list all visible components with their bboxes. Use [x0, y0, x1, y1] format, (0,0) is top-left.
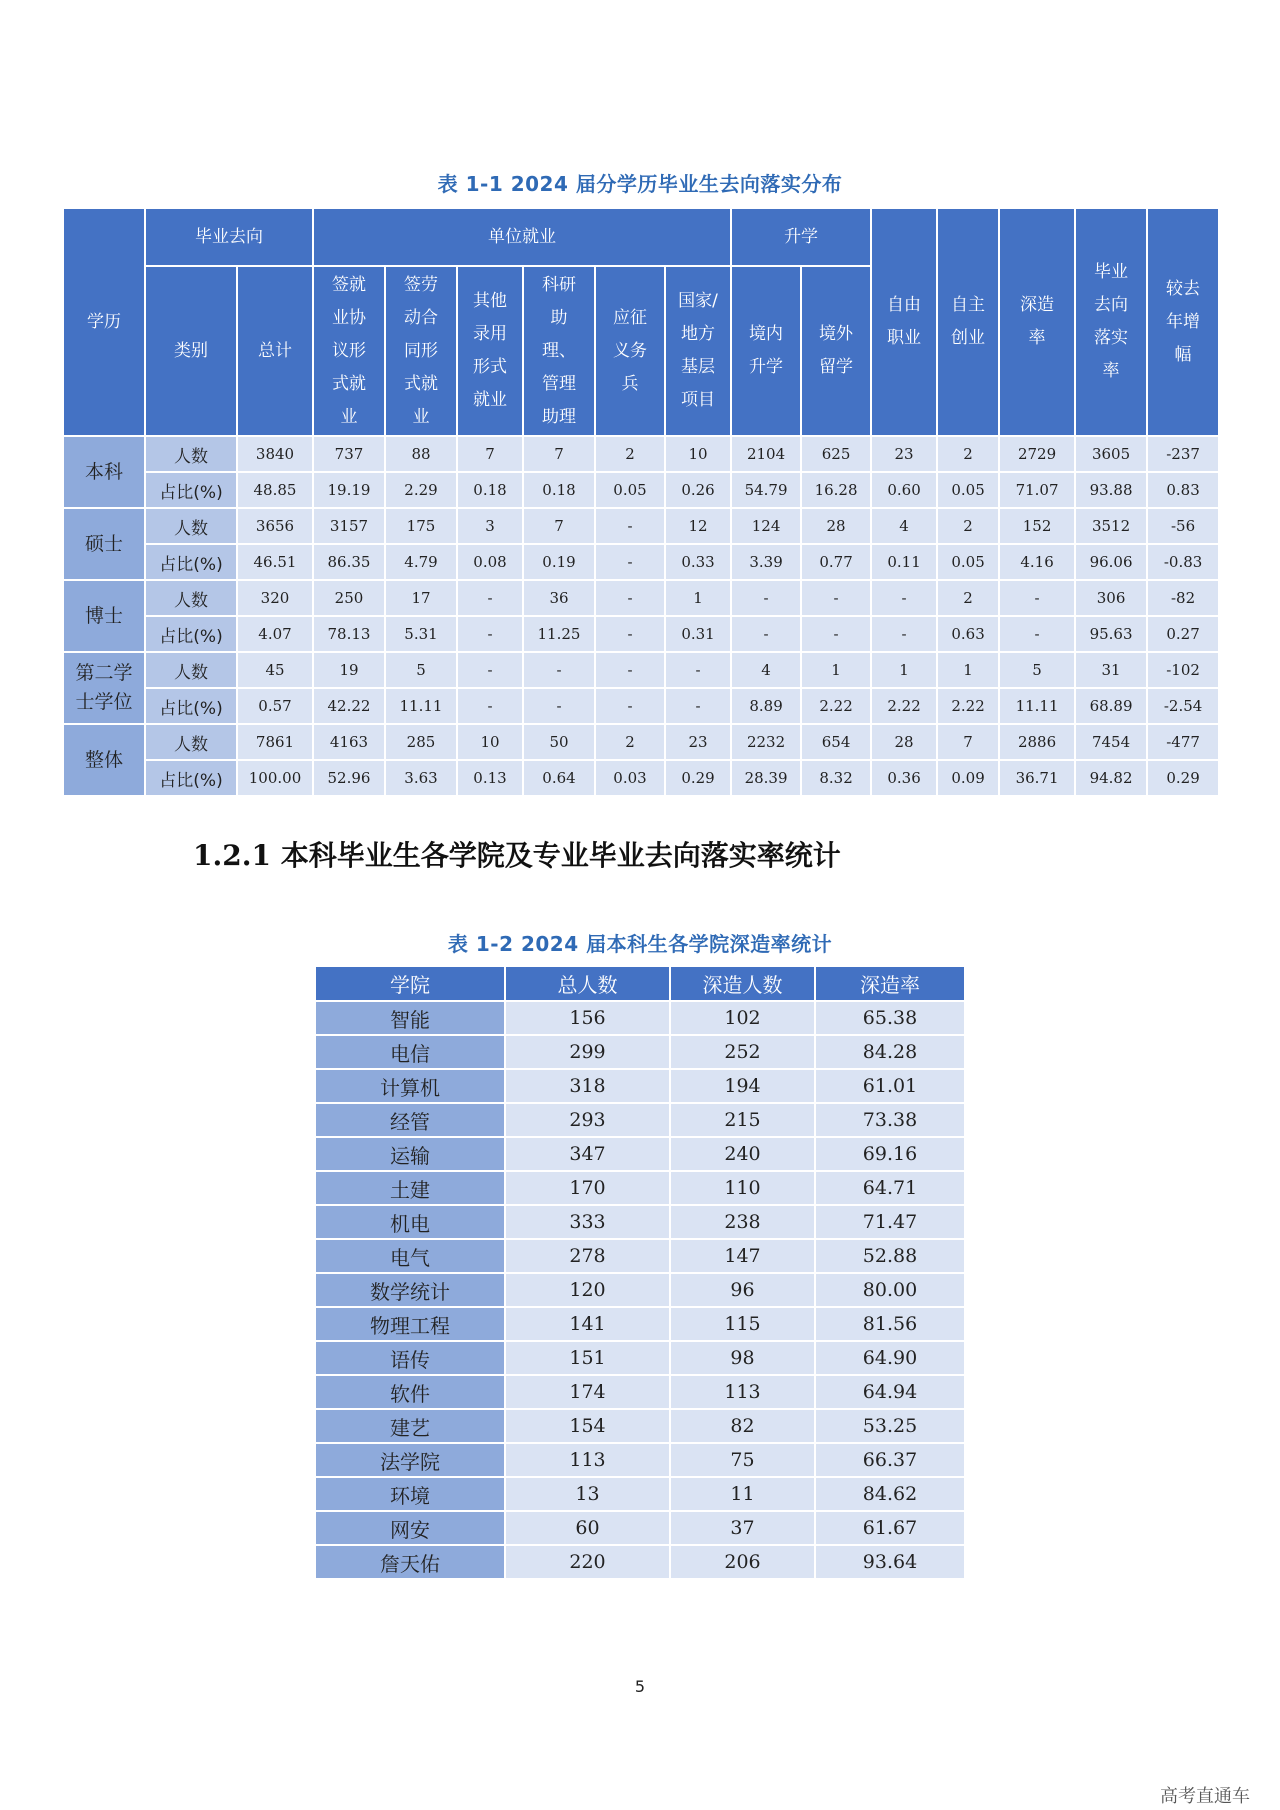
value-cell: 78.13: [313, 616, 385, 652]
education-level-cell: 本科: [63, 436, 145, 508]
value-cell: 102: [670, 1001, 815, 1035]
value-cell: 36: [523, 580, 595, 616]
value-cell: 60: [505, 1511, 670, 1545]
value-cell: 737: [313, 436, 385, 472]
graduate-destination-table: [62, 207, 1220, 797]
value-cell: 220: [505, 1545, 670, 1579]
value-cell: 0.08: [457, 544, 523, 580]
value-cell: 0.18: [523, 472, 595, 508]
value-cell: -: [801, 616, 871, 652]
value-cell: 50: [523, 724, 595, 760]
value-cell: 2.22: [937, 688, 999, 724]
value-cell: 156: [505, 1001, 670, 1035]
value-cell: 7: [523, 508, 595, 544]
header-shenzao-lv: 深造率: [815, 966, 965, 1001]
value-cell: 194: [670, 1069, 815, 1103]
value-cell: 147: [670, 1239, 815, 1273]
value-cell: 293: [505, 1103, 670, 1137]
value-cell: -: [595, 580, 665, 616]
value-cell: 175: [385, 508, 457, 544]
header-danwei-jiuye: 单位就业: [313, 208, 731, 266]
value-cell: -82: [1147, 580, 1219, 616]
value-cell: -: [457, 688, 523, 724]
college-name-cell: 经管: [315, 1103, 505, 1137]
table-row: [315, 1035, 965, 1069]
value-cell: 5.31: [385, 616, 457, 652]
table-row: [315, 1171, 965, 1205]
value-cell: 0.18: [457, 472, 523, 508]
college-name-cell: 智能: [315, 1001, 505, 1035]
value-cell: 120: [505, 1273, 670, 1307]
value-cell: 0.31: [665, 616, 731, 652]
value-cell: 100.00: [237, 760, 313, 796]
value-cell: -237: [1147, 436, 1219, 472]
value-cell: -: [999, 616, 1075, 652]
value-cell: 96: [670, 1273, 815, 1307]
college-name-cell: 电信: [315, 1035, 505, 1069]
table-row: [315, 1137, 965, 1171]
value-cell: 36.71: [999, 760, 1075, 796]
metric-cell: 占比(%): [145, 544, 237, 580]
value-cell: 2: [595, 436, 665, 472]
college-name-cell: 软件: [315, 1375, 505, 1409]
value-cell: 48.85: [237, 472, 313, 508]
value-cell: 0.77: [801, 544, 871, 580]
college-name-cell: 土建: [315, 1171, 505, 1205]
table-row: [63, 616, 1219, 652]
table-row: [63, 760, 1219, 796]
value-cell: -: [457, 580, 523, 616]
header-jiceng-xiangmu: 国家/地方基层项目: [665, 266, 731, 436]
table-row: [63, 472, 1219, 508]
value-cell: 333: [505, 1205, 670, 1239]
value-cell: 54.79: [731, 472, 801, 508]
watermark: 高考直通车: [1160, 1786, 1250, 1807]
page-number: 5: [634, 1677, 646, 1696]
value-cell: 65.38: [815, 1001, 965, 1035]
value-cell: 238: [670, 1205, 815, 1239]
value-cell: 53.25: [815, 1409, 965, 1443]
value-cell: 2104: [731, 436, 801, 472]
value-cell: 0.29: [665, 760, 731, 796]
value-cell: 0.64: [523, 760, 595, 796]
table-row: [315, 1001, 965, 1035]
value-cell: 654: [801, 724, 871, 760]
value-cell: 110: [670, 1171, 815, 1205]
college-further-study-table: [314, 965, 966, 1580]
header-zongji: 总计: [237, 266, 313, 436]
value-cell: 3.39: [731, 544, 801, 580]
table-row: [315, 1307, 965, 1341]
value-cell: 0.29: [1147, 760, 1219, 796]
value-cell: 10: [665, 436, 731, 472]
value-cell: 61.67: [815, 1511, 965, 1545]
value-cell: 71.47: [815, 1205, 965, 1239]
value-cell: 206: [670, 1545, 815, 1579]
metric-cell: 占比(%): [145, 760, 237, 796]
value-cell: 3512: [1075, 508, 1147, 544]
value-cell: 124: [731, 508, 801, 544]
value-cell: -: [595, 508, 665, 544]
value-cell: 84.28: [815, 1035, 965, 1069]
value-cell: 0.60: [871, 472, 937, 508]
section-heading: 1.2.1 本科毕业生各学院及专业毕业去向落实率统计: [193, 839, 841, 872]
value-cell: 0.36: [871, 760, 937, 796]
value-cell: 61.01: [815, 1069, 965, 1103]
value-cell: 45: [237, 652, 313, 688]
value-cell: 2: [937, 508, 999, 544]
college-name-cell: 环境: [315, 1477, 505, 1511]
value-cell: 28: [801, 508, 871, 544]
value-cell: 141: [505, 1307, 670, 1341]
value-cell: 98: [670, 1341, 815, 1375]
value-cell: 347: [505, 1137, 670, 1171]
table1-caption: 表 1-1 2024 届分学历毕业生去向落实分布: [437, 172, 843, 196]
value-cell: 2232: [731, 724, 801, 760]
value-cell: 3: [457, 508, 523, 544]
value-cell: 154: [505, 1409, 670, 1443]
value-cell: 2: [937, 580, 999, 616]
header-luoshi-lv: 毕业去向落实率: [1075, 208, 1147, 436]
value-cell: 68.89: [1075, 688, 1147, 724]
value-cell: 10: [457, 724, 523, 760]
college-name-cell: 物理工程: [315, 1307, 505, 1341]
value-cell: 96.06: [1075, 544, 1147, 580]
value-cell: 3840: [237, 436, 313, 472]
header-biye-quxiang: 毕业去向: [145, 208, 313, 266]
value-cell: 7861: [237, 724, 313, 760]
value-cell: 2: [595, 724, 665, 760]
table-row: [315, 1069, 965, 1103]
value-cell: 23: [665, 724, 731, 760]
table-row: [315, 1477, 965, 1511]
table-row: [63, 724, 1219, 760]
header-zizhu-chuangye: 自主创业: [937, 208, 999, 436]
value-cell: 7: [523, 436, 595, 472]
value-cell: -2.54: [1147, 688, 1219, 724]
value-cell: 82: [670, 1409, 815, 1443]
college-name-cell: 计算机: [315, 1069, 505, 1103]
value-cell: 71.07: [999, 472, 1075, 508]
value-cell: 52.96: [313, 760, 385, 796]
value-cell: 64.94: [815, 1375, 965, 1409]
value-cell: 250: [313, 580, 385, 616]
table-row: [63, 436, 1219, 472]
value-cell: 0.05: [595, 472, 665, 508]
value-cell: -: [457, 652, 523, 688]
value-cell: -: [523, 652, 595, 688]
education-level-cell: 整体: [63, 724, 145, 796]
value-cell: 7: [937, 724, 999, 760]
value-cell: 320: [237, 580, 313, 616]
metric-cell: 人数: [145, 652, 237, 688]
header-shenzao-renshu: 深造人数: [670, 966, 815, 1001]
value-cell: 94.82: [1075, 760, 1147, 796]
table-row: [315, 1409, 965, 1443]
value-cell: 7: [457, 436, 523, 472]
value-cell: 64.71: [815, 1171, 965, 1205]
value-cell: 2: [937, 436, 999, 472]
value-cell: 0.13: [457, 760, 523, 796]
table-row: [63, 544, 1219, 580]
value-cell: 1: [801, 652, 871, 688]
value-cell: 8.32: [801, 760, 871, 796]
college-name-cell: 詹天佑: [315, 1545, 505, 1579]
value-cell: -: [665, 652, 731, 688]
value-cell: 3.63: [385, 760, 457, 796]
value-cell: 0.63: [937, 616, 999, 652]
header-keyan-zhuli: 科研助理、管理助理: [523, 266, 595, 436]
value-cell: 113: [505, 1443, 670, 1477]
value-cell: -102: [1147, 652, 1219, 688]
value-cell: 0.19: [523, 544, 595, 580]
value-cell: -: [457, 616, 523, 652]
value-cell: 278: [505, 1239, 670, 1273]
metric-cell: 占比(%): [145, 472, 237, 508]
value-cell: 0.83: [1147, 472, 1219, 508]
value-cell: 306: [1075, 580, 1147, 616]
college-name-cell: 运输: [315, 1137, 505, 1171]
college-name-cell: 法学院: [315, 1443, 505, 1477]
value-cell: 152: [999, 508, 1075, 544]
value-cell: 0.26: [665, 472, 731, 508]
header-jingnei-shengxue: 境内升学: [731, 266, 801, 436]
value-cell: 0.57: [237, 688, 313, 724]
value-cell: 318: [505, 1069, 670, 1103]
header-xueyuan: 学院: [315, 966, 505, 1001]
value-cell: -: [595, 652, 665, 688]
value-cell: 3157: [313, 508, 385, 544]
value-cell: 64.90: [815, 1341, 965, 1375]
table-row: [315, 1239, 965, 1273]
value-cell: 17: [385, 580, 457, 616]
value-cell: 11.25: [523, 616, 595, 652]
value-cell: 2.29: [385, 472, 457, 508]
value-cell: -0.83: [1147, 544, 1219, 580]
value-cell: 84.62: [815, 1477, 965, 1511]
value-cell: -56: [1147, 508, 1219, 544]
table-row: [63, 652, 1219, 688]
value-cell: -477: [1147, 724, 1219, 760]
value-cell: 252: [670, 1035, 815, 1069]
value-cell: 11: [670, 1477, 815, 1511]
value-cell: 11.11: [999, 688, 1075, 724]
value-cell: 0.27: [1147, 616, 1219, 652]
value-cell: 299: [505, 1035, 670, 1069]
value-cell: 73.38: [815, 1103, 965, 1137]
header-shenzao-lv: 深造率: [999, 208, 1075, 436]
table-row: [315, 1511, 965, 1545]
header-ziyou-zhiye: 自由职业: [871, 208, 937, 436]
value-cell: 13: [505, 1477, 670, 1511]
value-cell: 4: [731, 652, 801, 688]
value-cell: 31: [1075, 652, 1147, 688]
value-cell: 28.39: [731, 760, 801, 796]
table2-caption: 表 1-2 2024 届本科生各学院深造率统计: [447, 932, 833, 956]
value-cell: 0.11: [871, 544, 937, 580]
value-cell: 215: [670, 1103, 815, 1137]
value-cell: 4.16: [999, 544, 1075, 580]
value-cell: 28: [871, 724, 937, 760]
value-cell: -: [801, 580, 871, 616]
value-cell: 151: [505, 1341, 670, 1375]
value-cell: -: [871, 616, 937, 652]
value-cell: -: [999, 580, 1075, 616]
value-cell: 19.19: [313, 472, 385, 508]
value-cell: 95.63: [1075, 616, 1147, 652]
education-level-cell: 第二学士学位: [63, 652, 145, 724]
value-cell: 113: [670, 1375, 815, 1409]
value-cell: 2.22: [871, 688, 937, 724]
value-cell: 5: [999, 652, 1075, 688]
table-row: [315, 1103, 965, 1137]
header-jingwai-liuxue: 境外留学: [801, 266, 871, 436]
value-cell: 88: [385, 436, 457, 472]
value-cell: 1: [937, 652, 999, 688]
value-cell: 23: [871, 436, 937, 472]
value-cell: 0.33: [665, 544, 731, 580]
value-cell: 8.89: [731, 688, 801, 724]
value-cell: 12: [665, 508, 731, 544]
value-cell: 0.03: [595, 760, 665, 796]
metric-cell: 人数: [145, 724, 237, 760]
education-level-cell: 博士: [63, 580, 145, 652]
metric-cell: 占比(%): [145, 616, 237, 652]
value-cell: 86.35: [313, 544, 385, 580]
value-cell: 69.16: [815, 1137, 965, 1171]
value-cell: 4.07: [237, 616, 313, 652]
value-cell: 4.79: [385, 544, 457, 580]
value-cell: 42.22: [313, 688, 385, 724]
value-cell: 5: [385, 652, 457, 688]
table-row: [315, 1273, 965, 1307]
value-cell: 4: [871, 508, 937, 544]
value-cell: 1: [871, 652, 937, 688]
value-cell: 93.64: [815, 1545, 965, 1579]
metric-cell: 人数: [145, 436, 237, 472]
value-cell: 240: [670, 1137, 815, 1171]
value-cell: 16.28: [801, 472, 871, 508]
value-cell: 3605: [1075, 436, 1147, 472]
header-leibie: 类别: [145, 266, 237, 436]
value-cell: 52.88: [815, 1239, 965, 1273]
value-cell: 115: [670, 1307, 815, 1341]
value-cell: 625: [801, 436, 871, 472]
header-qita-luyong: 其他录用形式就业: [457, 266, 523, 436]
value-cell: 2.22: [801, 688, 871, 724]
value-cell: 285: [385, 724, 457, 760]
value-cell: 93.88: [1075, 472, 1147, 508]
value-cell: 2886: [999, 724, 1075, 760]
value-cell: 174: [505, 1375, 670, 1409]
table-row: [63, 688, 1219, 724]
value-cell: 4163: [313, 724, 385, 760]
value-cell: -: [871, 580, 937, 616]
value-cell: 66.37: [815, 1443, 965, 1477]
value-cell: -: [731, 580, 801, 616]
header-zengfu: 较去年增幅: [1147, 208, 1219, 436]
value-cell: 0.09: [937, 760, 999, 796]
value-cell: -: [595, 616, 665, 652]
table-row: [63, 580, 1219, 616]
header-xueli: 学历: [63, 208, 145, 436]
header-shengxue: 升学: [731, 208, 871, 266]
metric-cell: 人数: [145, 508, 237, 544]
header-hetong-jiuye: 签劳动合同形式就业: [385, 266, 457, 436]
college-name-cell: 机电: [315, 1205, 505, 1239]
value-cell: 37: [670, 1511, 815, 1545]
metric-cell: 人数: [145, 580, 237, 616]
value-cell: -: [523, 688, 595, 724]
value-cell: 0.05: [937, 472, 999, 508]
value-cell: 1: [665, 580, 731, 616]
value-cell: 170: [505, 1171, 670, 1205]
value-cell: -: [731, 616, 801, 652]
college-name-cell: 语传: [315, 1341, 505, 1375]
value-cell: 2729: [999, 436, 1075, 472]
value-cell: -: [595, 544, 665, 580]
header-zongrenshu: 总人数: [505, 966, 670, 1001]
table-row: [315, 1545, 965, 1579]
table-row: [315, 1341, 965, 1375]
college-name-cell: 建艺: [315, 1409, 505, 1443]
value-cell: 11.11: [385, 688, 457, 724]
value-cell: 80.00: [815, 1273, 965, 1307]
value-cell: -: [665, 688, 731, 724]
value-cell: 3656: [237, 508, 313, 544]
value-cell: 19: [313, 652, 385, 688]
college-name-cell: 数学统计: [315, 1273, 505, 1307]
value-cell: 0.05: [937, 544, 999, 580]
value-cell: 7454: [1075, 724, 1147, 760]
college-name-cell: 网安: [315, 1511, 505, 1545]
table-row: [315, 1375, 965, 1409]
table-row: [315, 1205, 965, 1239]
value-cell: 46.51: [237, 544, 313, 580]
header-yizheng-bing: 应征义务兵: [595, 266, 665, 436]
metric-cell: 占比(%): [145, 688, 237, 724]
value-cell: 75: [670, 1443, 815, 1477]
value-cell: 81.56: [815, 1307, 965, 1341]
college-name-cell: 电气: [315, 1239, 505, 1273]
education-level-cell: 硕士: [63, 508, 145, 580]
header-xieyi-jiuye: 签就业协议形式就业: [313, 266, 385, 436]
table-row: [315, 1443, 965, 1477]
table-row: [63, 508, 1219, 544]
value-cell: -: [595, 688, 665, 724]
